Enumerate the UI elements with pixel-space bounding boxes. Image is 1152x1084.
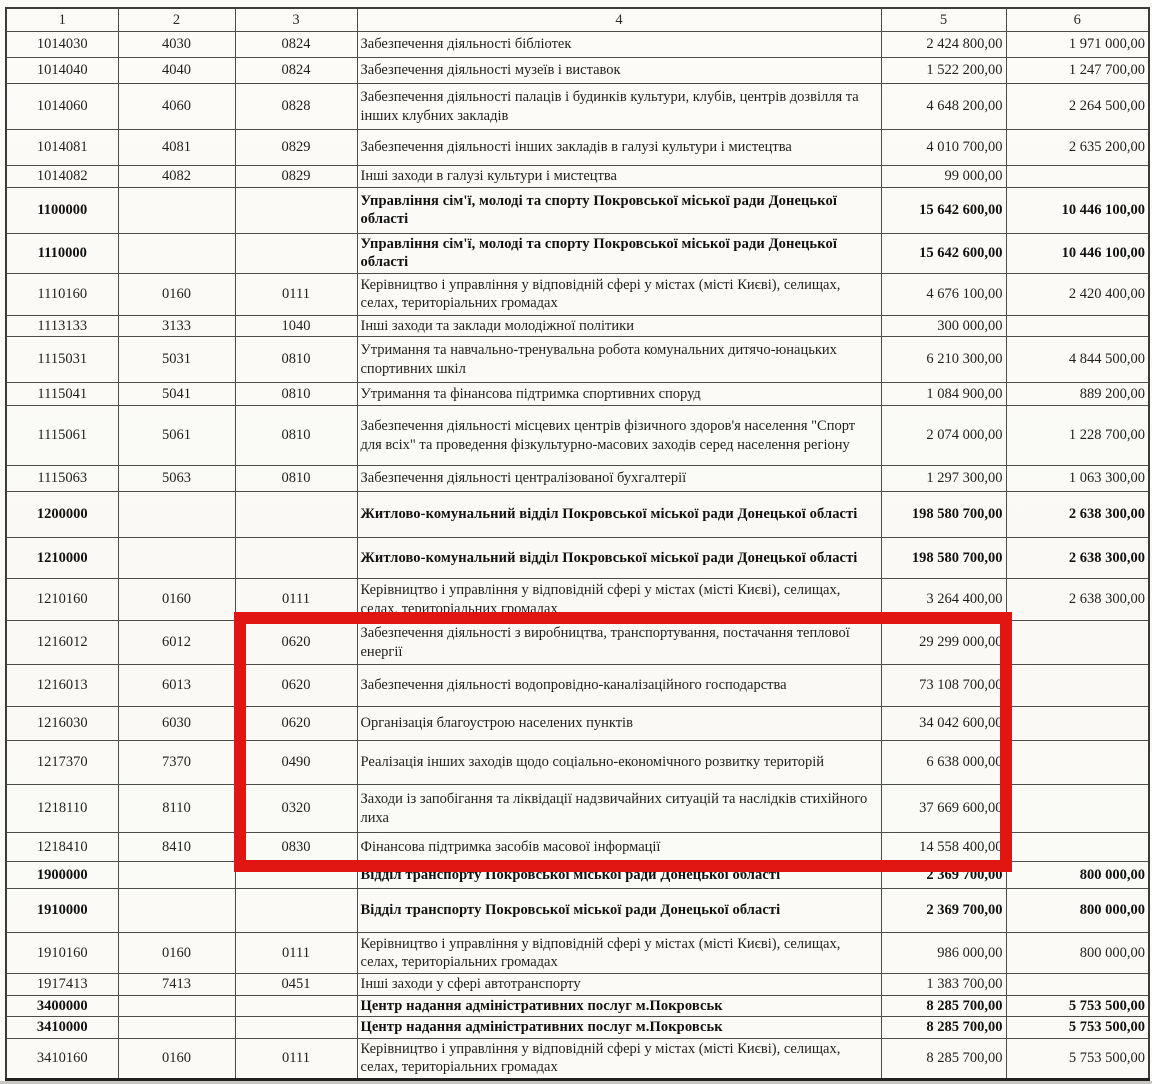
code-short-cell: 0160 (118, 1038, 235, 1079)
table-row (6, 785, 1149, 833)
amount-general-cell: 34 042 600,00 (881, 707, 1006, 741)
header-row (6, 8, 1149, 32)
amount-general-cell: 15 642 600,00 (881, 233, 1006, 273)
amount-general-cell: 198 580 700,00 (881, 538, 1006, 579)
amount-special-cell: 2 635 200,00 (1006, 130, 1149, 166)
code-full-cell: 1115063 (6, 466, 118, 492)
func-code-cell: 0490 (235, 741, 357, 785)
amount-general-cell: 29 299 000,00 (881, 621, 1006, 665)
description-cell: Забезпечення діяльності з виробництва, транспортування, постачання теплової енергії (357, 621, 881, 665)
description-cell: Утримання та навчально-тренувальна робота комунальних дитячо-юнацьких спортивних шкіл (357, 337, 881, 383)
code-full-cell: 1910000 (6, 889, 118, 933)
code-short-cell: 8110 (118, 785, 235, 833)
code-full-cell: 1014082 (6, 166, 118, 188)
amount-special-cell: 1 247 700,00 (1006, 58, 1149, 84)
func-code-cell: 0810 (235, 466, 357, 492)
description-cell: Утримання та фінансова підтримка спортивних споруд (357, 383, 881, 406)
func-code-cell: 0824 (235, 32, 357, 58)
code-full-cell: 1014040 (6, 58, 118, 84)
func-code-cell: 0451 (235, 974, 357, 996)
code-short-cell: 5063 (118, 466, 235, 492)
header-col-5: 5 (881, 8, 1006, 32)
func-code-cell (235, 233, 357, 273)
table-row (6, 32, 1149, 58)
description-cell: Забезпечення діяльності інших закладів в галузі культури і мистецтва (357, 130, 881, 166)
description-cell: Центр надання адміністративних послуг м.Покровськ (357, 1017, 881, 1039)
amount-general-cell: 2 369 700,00 (881, 862, 1006, 889)
amount-general-cell: 8 285 700,00 (881, 1038, 1006, 1079)
table-row (6, 273, 1149, 315)
code-full-cell: 1210000 (6, 538, 118, 579)
amount-general-cell: 73 108 700,00 (881, 665, 1006, 707)
amount-special-cell: 4 844 500,00 (1006, 337, 1149, 383)
code-full-cell: 1917413 (6, 974, 118, 996)
code-full-cell: 3410000 (6, 1017, 118, 1039)
table-row-group (6, 538, 1149, 579)
amount-special-cell (1006, 621, 1149, 665)
amount-special-cell (1006, 707, 1149, 741)
description-cell: Керівництво і управління у відповідній сфері у містах (місті Києві), селищах, селах, територіальних громадах (357, 933, 881, 974)
header-col-1: 1 (6, 8, 118, 32)
amount-special-cell (1006, 833, 1149, 862)
code-short-cell: 0160 (118, 579, 235, 621)
amount-general-cell: 6 210 300,00 (881, 337, 1006, 383)
amount-special-cell (1006, 974, 1149, 996)
code-short-cell: 6030 (118, 707, 235, 741)
code-full-cell: 3410160 (6, 1038, 118, 1079)
func-code-cell: 0620 (235, 707, 357, 741)
amount-general-cell: 1 522 200,00 (881, 58, 1006, 84)
code-short-cell: 3133 (118, 315, 235, 337)
amount-special-cell: 2 264 500,00 (1006, 84, 1149, 130)
func-code-cell: 0824 (235, 58, 357, 84)
code-short-cell: 0160 (118, 273, 235, 315)
func-code-cell (235, 492, 357, 538)
description-cell: Керівництво і управління у відповідній сфері у містах (місті Києві), селищах, селах, територіальних громадах (357, 1038, 881, 1079)
table-row (6, 337, 1149, 383)
code-full-cell: 1200000 (6, 492, 118, 538)
func-code-cell: 0620 (235, 665, 357, 707)
amount-special-cell: 5 753 500,00 (1006, 1017, 1149, 1039)
code-full-cell: 1014030 (6, 32, 118, 58)
table-row (6, 406, 1149, 466)
code-short-cell: 4060 (118, 84, 235, 130)
table-body (6, 32, 1149, 1080)
description-cell: Інші заходи в галузі культури і мистецтва (357, 166, 881, 188)
code-full-cell: 1900000 (6, 862, 118, 889)
amount-special-cell (1006, 785, 1149, 833)
header-col-4: 4 (357, 8, 881, 32)
code-short-cell: 4040 (118, 58, 235, 84)
description-cell: Управління сім'ї, молоді та спорту Покровської міської ради Донецької області (357, 187, 881, 233)
amount-general-cell: 6 638 000,00 (881, 741, 1006, 785)
budget-table (5, 7, 1150, 1081)
amount-general-cell: 198 580 700,00 (881, 492, 1006, 538)
func-code-cell: 0828 (235, 84, 357, 130)
code-short-cell: 5031 (118, 337, 235, 383)
amount-special-cell: 2 638 300,00 (1006, 538, 1149, 579)
amount-special-cell: 800 000,00 (1006, 933, 1149, 974)
code-full-cell: 1113133 (6, 315, 118, 337)
description-cell: Центр надання адміністративних послуг м.Покровськ (357, 995, 881, 1017)
code-short-cell: 4030 (118, 32, 235, 58)
amount-special-cell: 1 063 300,00 (1006, 466, 1149, 492)
header-col-2: 2 (118, 8, 235, 32)
description-cell: Керівництво і управління у відповідній сфері у містах (місті Києві), селищах, селах, територіальних громадах (357, 579, 881, 621)
amount-general-cell: 99 000,00 (881, 166, 1006, 188)
code-short-cell (118, 538, 235, 579)
code-full-cell: 1218110 (6, 785, 118, 833)
table-row (6, 579, 1149, 621)
table-row (6, 130, 1149, 166)
code-short-cell (118, 187, 235, 233)
func-code-cell (235, 187, 357, 233)
func-code-cell: 0111 (235, 933, 357, 974)
amount-general-cell: 8 285 700,00 (881, 995, 1006, 1017)
header-col-3: 3 (235, 8, 357, 32)
func-code-cell: 0830 (235, 833, 357, 862)
table-row (6, 665, 1149, 707)
amount-special-cell: 1 971 000,00 (1006, 32, 1149, 58)
amount-general-cell: 14 558 400,00 (881, 833, 1006, 862)
code-short-cell: 5041 (118, 383, 235, 406)
code-full-cell: 1216013 (6, 665, 118, 707)
func-code-cell: 0620 (235, 621, 357, 665)
code-full-cell: 1217370 (6, 741, 118, 785)
amount-special-cell (1006, 741, 1149, 785)
description-cell: Житлово-комунальний відділ Покровської міської ради Донецької області (357, 492, 881, 538)
amount-general-cell: 4 676 100,00 (881, 273, 1006, 315)
description-cell: Керівництво і управління у відповідній сфері у містах (місті Києві), селищах, селах, територіальних громадах (357, 273, 881, 315)
table-row-group (6, 492, 1149, 538)
header-col-6: 6 (1006, 8, 1149, 32)
amount-general-cell: 2 369 700,00 (881, 889, 1006, 933)
func-code-cell (235, 889, 357, 933)
table-row-group (6, 1017, 1149, 1039)
code-full-cell: 1100000 (6, 187, 118, 233)
func-code-cell: 0320 (235, 785, 357, 833)
amount-special-cell: 5 753 500,00 (1006, 1038, 1149, 1079)
table-row-group (6, 862, 1149, 889)
table-row-group (6, 233, 1149, 273)
amount-general-cell: 2 074 000,00 (881, 406, 1006, 466)
amount-special-cell (1006, 665, 1149, 707)
description-cell: Забезпечення діяльності бібліотек (357, 32, 881, 58)
func-code-cell: 0829 (235, 166, 357, 188)
table-row (6, 1038, 1149, 1079)
amount-general-cell: 1 383 700,00 (881, 974, 1006, 996)
func-code-cell (235, 1017, 357, 1039)
amount-general-cell: 1 084 900,00 (881, 383, 1006, 406)
amount-special-cell: 2 638 300,00 (1006, 492, 1149, 538)
code-full-cell: 1110000 (6, 233, 118, 273)
code-full-cell: 1115031 (6, 337, 118, 383)
description-cell: Відділ транспорту Покровської міської ради Донецької області (357, 889, 881, 933)
amount-special-cell: 889 200,00 (1006, 383, 1149, 406)
code-short-cell: 6013 (118, 665, 235, 707)
func-code-cell: 0111 (235, 1038, 357, 1079)
amount-general-cell: 4 010 700,00 (881, 130, 1006, 166)
table-row-group (6, 995, 1149, 1017)
code-short-cell: 8410 (118, 833, 235, 862)
table-row (6, 833, 1149, 862)
table-row-group (6, 889, 1149, 933)
table-row (6, 974, 1149, 996)
code-full-cell: 1210160 (6, 579, 118, 621)
func-code-cell (235, 538, 357, 579)
table-row (6, 383, 1149, 406)
description-cell: Забезпечення діяльності централізованої бухгалтерії (357, 466, 881, 492)
code-short-cell (118, 995, 235, 1017)
table-row (6, 166, 1149, 188)
func-code-cell: 0111 (235, 273, 357, 315)
code-short-cell: 7370 (118, 741, 235, 785)
code-full-cell: 1110160 (6, 273, 118, 315)
description-cell: Забезпечення діяльності музеїв і виставок (357, 58, 881, 84)
func-code-cell (235, 995, 357, 1017)
func-code-cell (235, 862, 357, 889)
code-short-cell (118, 1017, 235, 1039)
code-short-cell: 0160 (118, 933, 235, 974)
code-full-cell: 1216030 (6, 707, 118, 741)
code-full-cell: 1014081 (6, 130, 118, 166)
amount-general-cell: 3 264 400,00 (881, 579, 1006, 621)
description-cell: Реалізація інших заходів щодо соціально-економічного розвитку територій (357, 741, 881, 785)
table-row (6, 933, 1149, 974)
func-code-cell: 0829 (235, 130, 357, 166)
description-cell: Заходи із запобігання та ліквідації надзвичайних ситуацій та наслідків стихійного лиха (357, 785, 881, 833)
amount-general-cell: 2 424 800,00 (881, 32, 1006, 58)
table-header (6, 8, 1149, 32)
table-row (6, 466, 1149, 492)
code-full-cell: 3400000 (6, 995, 118, 1017)
code-full-cell: 1115061 (6, 406, 118, 466)
amount-general-cell: 15 642 600,00 (881, 187, 1006, 233)
amount-special-cell: 2 638 300,00 (1006, 579, 1149, 621)
func-code-cell: 0111 (235, 579, 357, 621)
table-row (6, 621, 1149, 665)
code-full-cell: 1218410 (6, 833, 118, 862)
func-code-cell: 0810 (235, 383, 357, 406)
code-short-cell: 4081 (118, 130, 235, 166)
table-row (6, 707, 1149, 741)
code-short-cell (118, 233, 235, 273)
amount-general-cell: 300 000,00 (881, 315, 1006, 337)
code-short-cell: 4082 (118, 166, 235, 188)
amount-general-cell: 986 000,00 (881, 933, 1006, 974)
amount-special-cell: 2 420 400,00 (1006, 273, 1149, 315)
table-row-group (6, 187, 1149, 233)
description-cell: Організація благоустрою населених пунктів (357, 707, 881, 741)
description-cell: Інші заходи у сфері автотранспорту (357, 974, 881, 996)
code-full-cell: 1115041 (6, 383, 118, 406)
func-code-cell: 0810 (235, 337, 357, 383)
code-full-cell: 1910160 (6, 933, 118, 974)
code-full-cell: 1216012 (6, 621, 118, 665)
table-row (6, 58, 1149, 84)
description-cell: Забезпечення діяльності палаців і будинків культури, клубів, центрів дозвілля та інших клубних закладів (357, 84, 881, 130)
table-row (6, 315, 1149, 337)
description-cell: Управління сім'ї, молоді та спорту Покровської міської ради Донецької області (357, 233, 881, 273)
description-cell: Відділ транспорту Покровської міської ради Донецької області (357, 862, 881, 889)
description-cell: Забезпечення діяльності місцевих центрів фізичного здоров'я населення "Спорт для всіх" та проведення фізкультурно-масових заходів серед населення регіону (357, 406, 881, 466)
code-short-cell: 5061 (118, 406, 235, 466)
func-code-cell: 0810 (235, 406, 357, 466)
code-short-cell (118, 492, 235, 538)
amount-special-cell: 10 446 100,00 (1006, 187, 1149, 233)
amount-special-cell: 800 000,00 (1006, 862, 1149, 889)
amount-special-cell: 1 228 700,00 (1006, 406, 1149, 466)
amount-special-cell: 800 000,00 (1006, 889, 1149, 933)
amount-special-cell: 10 446 100,00 (1006, 233, 1149, 273)
amount-general-cell: 4 648 200,00 (881, 84, 1006, 130)
amount-special-cell (1006, 315, 1149, 337)
code-full-cell: 1014060 (6, 84, 118, 130)
amount-general-cell: 8 285 700,00 (881, 1017, 1006, 1039)
code-short-cell: 7413 (118, 974, 235, 996)
code-short-cell: 6012 (118, 621, 235, 665)
func-code-cell: 1040 (235, 315, 357, 337)
description-cell: Інші заходи та заклади молодіжної політики (357, 315, 881, 337)
description-cell: Житлово-комунальний відділ Покровської міської ради Донецької області (357, 538, 881, 579)
code-short-cell (118, 889, 235, 933)
amount-general-cell: 37 669 600,00 (881, 785, 1006, 833)
description-cell: Фінансова підтримка засобів масової інформації (357, 833, 881, 862)
table-row (6, 741, 1149, 785)
amount-special-cell: 5 753 500,00 (1006, 995, 1149, 1017)
code-short-cell (118, 862, 235, 889)
amount-general-cell: 1 297 300,00 (881, 466, 1006, 492)
amount-special-cell (1006, 166, 1149, 188)
table-row (6, 84, 1149, 130)
description-cell: Забезпечення діяльності водопровідно-каналізаційного господарства (357, 665, 881, 707)
